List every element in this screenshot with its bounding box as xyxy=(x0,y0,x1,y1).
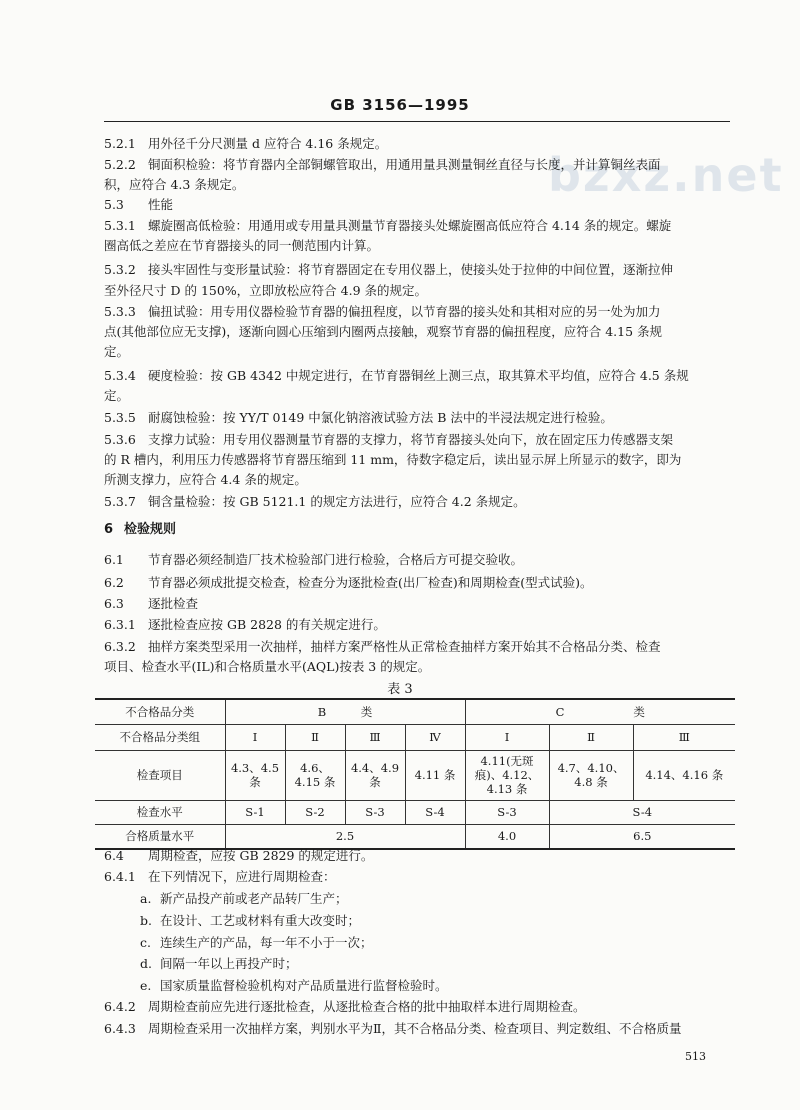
standard-header: GB 3156—1995 xyxy=(330,96,470,114)
list-item-a: a. 新产品投产前或老产品转厂生产； xyxy=(140,891,348,906)
clause-5-3-2-cont: 至外径尺寸 D 的 150%，立即放松应符合 4.9 条的规定。 xyxy=(104,283,428,298)
clause-5-3-7: 5.3.7 铜含量检验：按 GB 5121.1 的规定方法进行，应符合 4.2 条规定。 xyxy=(104,494,526,509)
clause-5-3-1-cont: 圈高低之差应在节育器接头的同一侧范围内计算。 xyxy=(104,238,380,253)
row-label: 检查项目 xyxy=(95,750,225,800)
watermark: bzxz.net xyxy=(548,148,784,202)
clause-6-1: 6.1 节育器必须经制造厂技术检验部门进行检验，合格后方可提交验收。 xyxy=(104,552,524,567)
clause-5-3-6-cont2: 所测支撑力，应符合 4.4 条的规定。 xyxy=(104,472,307,487)
clause-5-3-6-cont: 的 R 槽内，利用压力传感器将节育器压缩到 11 mm，待数字稳定后，读出显示屏上所显示的数字，即为 xyxy=(104,452,682,467)
clause-5-3-3-cont2: 定。 xyxy=(104,344,130,359)
clause-5-2-2-cont: 积，应符合 4.3 条规定。 xyxy=(104,177,245,192)
item-cell: 4.11 条 xyxy=(405,750,465,800)
level-cell: S-2 xyxy=(285,800,345,824)
section-6-title: 6 检验规则 xyxy=(104,522,177,537)
row-label: 检查水平 xyxy=(95,800,225,824)
clause-5-3-3-cont: 点(其他部位应无支撑)，逐渐向圆心压缩到内圈两点接触，观察节育器的偏扭程度，应符合 4.15 条规 xyxy=(104,324,663,339)
clause-5-3-4: 5.3.4 硬度检验：按 GB 4342 中规定进行，在节育器铜丝上测三点，取其算术平均值，应符合 4.5 条规 xyxy=(104,368,689,383)
clause-6-4: 6.4 周期检查，应按 GB 2829 的规定进行。 xyxy=(104,848,374,863)
clause-6-3-2: 6.3.2 抽样方案类型采用一次抽样，抽样方案严格性从正常检查抽样方案开始其不合格品分类、检查 xyxy=(104,639,661,654)
table-row-group xyxy=(95,724,735,750)
list-item-e: e. 国家质量监督检验机构对产品质量进行监督检验时。 xyxy=(140,978,448,993)
class-b-header: B 类 xyxy=(225,699,465,724)
row-label: 不合格品分类组 xyxy=(95,724,225,750)
clause-5-2-1: 5.2.1 用外径千分尺测量 d 应符合 4.16 条规定。 xyxy=(104,136,388,151)
group-cell: Ⅲ xyxy=(633,724,735,750)
header-rule xyxy=(104,121,730,122)
group-cell: Ⅳ xyxy=(405,724,465,750)
group-cell: Ⅰ xyxy=(465,724,549,750)
item-cell: 4.3、4.5 条 xyxy=(225,750,285,800)
row-label: 不合格品分类 xyxy=(95,699,225,724)
clause-5-3-2: 5.3.2 接头牢固性与变形量试验：将节育器固定在专用仪器上，使接头处于拉伸的中间位置，逐渐拉伸 xyxy=(104,262,674,277)
level-cell: S-4 xyxy=(549,800,735,824)
group-cell: Ⅰ xyxy=(225,724,285,750)
list-item-c: c. 连续生产的产品，每一年不小于一次； xyxy=(140,935,373,950)
item-cell: 4.6、4.15 条 xyxy=(285,750,345,800)
group-cell: Ⅲ xyxy=(345,724,405,750)
class-c-header: C 类 xyxy=(465,699,735,724)
list-item-d: d. 间隔一年以上再投产时； xyxy=(140,956,298,971)
group-cell: Ⅱ xyxy=(285,724,345,750)
aql-cell: 4.0 xyxy=(465,824,549,849)
clause-6-4-2: 6.4.2 周期检查前应先进行逐批检查，从逐批检查合格的批中抽取样本进行周期检查。 xyxy=(104,999,586,1014)
clause-5-3-1: 5.3.1 螺旋圈高低检验：用通用或专用量具测量节育器接头处螺旋圈高低应符合 4.14 条的规定。螺旋 xyxy=(104,218,672,233)
clause-6-3-2-cont: 项目、检查水平(IL)和合格质量水平(AQL)按表 3 的规定。 xyxy=(104,659,431,674)
item-cell: 4.4、4.9 条 xyxy=(345,750,405,800)
level-cell: S-3 xyxy=(345,800,405,824)
table-caption: 表 3 xyxy=(387,682,413,697)
group-cell: Ⅱ xyxy=(549,724,633,750)
item-cell: 4.11(无斑痕)、4.12、4.13 条 xyxy=(465,750,549,800)
inspection-table xyxy=(95,698,735,850)
clause-6-3-1: 6.3.1 逐批检查应按 GB 2828 的有关规定进行。 xyxy=(104,617,386,632)
clause-5-3-4-cont: 定。 xyxy=(104,388,130,403)
row-label: 合格质量水平 xyxy=(95,824,225,849)
table-row-class xyxy=(95,699,735,724)
clause-5-3: 5.3 性能 xyxy=(104,197,174,212)
clause-6-4-1: 6.4.1 在下列情况下，应进行周期检查： xyxy=(104,869,336,884)
list-item-b: b. 在设计、工艺或材料有重大改变时； xyxy=(140,913,361,928)
aql-cell: 2.5 xyxy=(225,824,465,849)
table-row-items xyxy=(95,750,735,800)
table-row-level xyxy=(95,800,735,824)
level-cell: S-3 xyxy=(465,800,549,824)
item-cell: 4.14、4.16 条 xyxy=(633,750,735,800)
clause-5-3-3: 5.3.3 偏扭试验：用专用仪器检验节育器的偏扭程度，以节育器的接头处和其相对应的另一处为加力 xyxy=(104,304,661,319)
clause-6-2: 6.2 节育器必须成批提交检查，检查分为逐批检查(出厂检查)和周期检查(型式试验)。 xyxy=(104,575,593,590)
clause-5-3-6: 5.3.6 支撑力试验：用专用仪器测量节育器的支撑力，将节育器接头处向下，放在固定压力传感器支架 xyxy=(104,432,674,447)
level-cell: S-4 xyxy=(405,800,465,824)
aql-cell: 6.5 xyxy=(549,824,735,849)
page-number: 513 xyxy=(685,1050,706,1063)
clause-5-3-5: 5.3.5 耐腐蚀检验：按 YY/T 0149 中氯化钠溶液试验方法 B 法中的半浸法规定进行检验。 xyxy=(104,410,613,425)
table-row-aql xyxy=(95,824,735,849)
clause-6-4-3: 6.4.3 周期检查采用一次抽样方案，判别水平为Ⅱ，其不合格品分类、检查项目、判定数组、不合格质量 xyxy=(104,1021,682,1036)
item-cell: 4.7、4.10、4.8 条 xyxy=(549,750,633,800)
clause-6-3: 6.3 逐批检查 xyxy=(104,596,199,611)
level-cell: S-1 xyxy=(225,800,285,824)
clause-5-2-2: 5.2.2 铜面积检验：将节育器内全部铜螺管取出，用通用量具测量铜丝直径与长度，并计算铜丝表面 xyxy=(104,157,661,172)
